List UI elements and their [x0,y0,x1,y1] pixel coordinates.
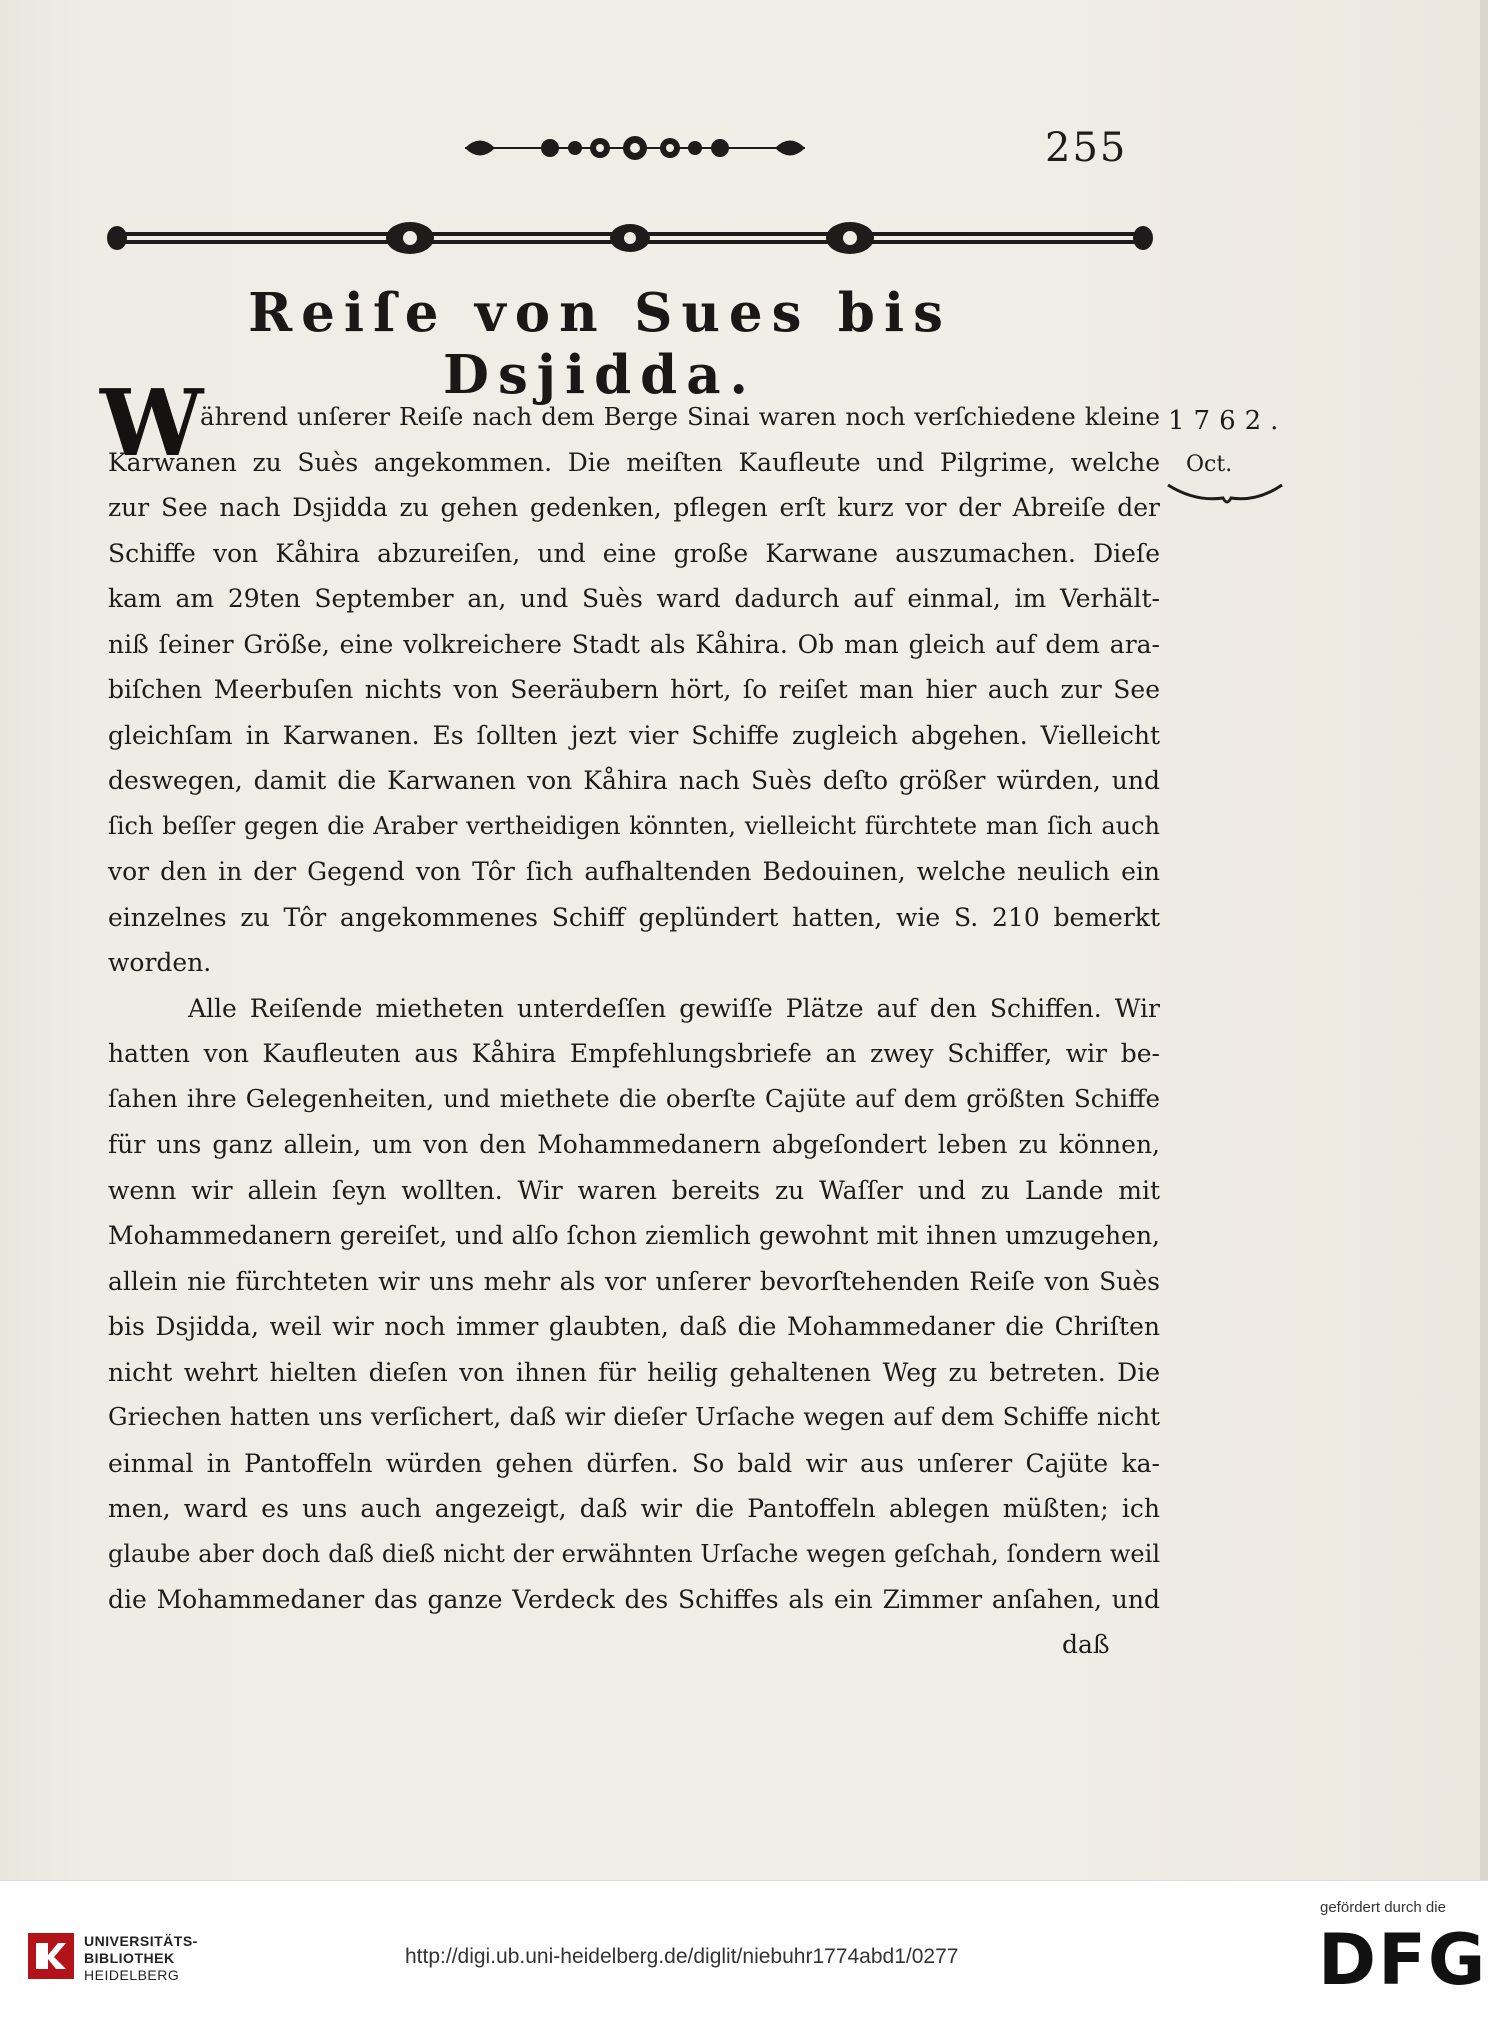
text-line: bis Dsjidda, weil wir noch immer glaubten, daß die Mohammedaner die Chriſten [108,1312,1160,1341]
text-line: men, ward es uns auch angezeigt, daß wir die Pantoffeln ablegen müßten; ich [108,1494,1160,1523]
text-line: vor den in der Gegend von Tôr ſich aufhaltenden Bedouinen, welche neulich ein [108,857,1160,886]
page-edge [1480,0,1488,1880]
text-line: nicht wehrt hielten dieſen von ihnen für heilig gehaltenen Weg zu betreten. Die [108,1358,1160,1387]
text-line: einzelnes zu Tôr angekommenes Schiff geplündert hatten, wie S. 210 bemerkt [108,903,1160,932]
text-line: zur See nach Dsjidda zu gehen gedenken, pflegen erſt kurz vor der Abreiſe der [108,493,1160,522]
text-line: ſich beſſer gegen die Araber vertheidigen könnten, vielleicht fürchtete man ſich auch [108,812,1160,840]
text-line: niß ſeiner Größe, eine volkreichere Stadt als Kåhira. Ob man gleich auf dem ara- [108,630,1160,659]
text-line: einmal in Pantoffeln würden gehen dürfen. So bald wir aus unſerer Cajüte ka- [108,1449,1160,1478]
library-name-line: HEIDELBERG [84,1967,180,1983]
funded-by-label: gefördert durch die [1320,1899,1446,1916]
text-line: hatten von Kaufleuten aus Kåhira Empfehlungsbriefe an zwey Schiffer, wir be- [108,1039,1160,1068]
drop-cap: W [100,369,204,477]
text-line: wenn wir allein ſeyn wollten. Wir waren bereits zu Waſſer und zu Lande mit [108,1176,1160,1205]
text-line: Karwanen zu Suès angekommen. Die meiſten Kaufleute und Pilgrime, welche [108,448,1160,477]
library-name-line: BIBLIOTHEK [84,1950,175,1966]
margin-month: Oct. [1186,452,1233,477]
text-line: gleichſam in Karwanen. Es ſollten jezt vier Schiffe zugleich abgehen. Vielleicht [108,721,1160,750]
catchword: daß [1062,1630,1110,1659]
text-line: Griechen hatten uns verſichert, daß wir dieſer Urſache wegen auf dem Schiffe nicht [108,1402,1160,1431]
title-rule-ornament [105,215,1155,261]
dfg-logo: DFG [1318,1919,1488,2001]
text-line: deswegen, damit die Karwanen von Kåhira nach Suès deſto größer würden, und [108,766,1160,795]
text-line: kam am 29ten September an, und Suès ward dadurch auf einmal, im Verhält- [108,584,1160,613]
text-line: Schiffe von Kåhira abzureiſen, und eine große Karwane auszumachen. Dieſe [108,539,1160,568]
text-line: die Mohammedaner das ganze Verdeck des Schiffes als ein Zimmer anſahen, und [108,1585,1160,1614]
text-line: worden. [108,948,212,977]
text-line: ſahen ihre Gelegenheiten, und miethete die oberſte Cajüte auf dem größten Schiffe [108,1084,1160,1113]
text-line: glaube aber doch daß dieß nicht der erwähnten Urſache wegen geſchah, ſondern weil [108,1540,1160,1568]
text-line: Alle Reiſende mietheten unterdeſſen gewiſſe Plätze auf den Schiffen. Wir [188,994,1160,1023]
text-line: allein nie fürchteten wir uns mehr als vor unſerer bevorſtehenden Reiſe von Suès [108,1267,1160,1296]
library-name-line: UNIVERSITÄTS- [84,1933,198,1949]
library-logo-icon [28,1933,74,1979]
text-line: für uns ganz allein, um von den Mohammedanern abgeſondert leben zu können, [108,1130,1160,1159]
chapter-title: Reiſe von Sues bis Dsjidda. [248,282,952,406]
text-line: ährend unſerer Reiſe nach dem Berge Sinai waren noch verſchiedene kleine [200,402,1160,431]
text-line: biſchen Meerbuſen nichts von Seeräubern hört, ſo reiſet man hier auch zur See [108,675,1160,704]
text-line: Mohammedanern gereiſet, und alſo ſchon ziemlich gewohnt mit ihnen umzugehen, [108,1221,1160,1250]
margin-brace [1165,480,1285,510]
library-name [84,1933,198,1984]
permalink-url[interactable]: http://digi.ub.uni-heidelberg.de/diglit/niebuhr1774abd1/0277 [405,1945,959,1968]
head-ornament [460,125,810,171]
margin-year: 1762. [1168,406,1288,436]
page-number: 255 [1045,125,1128,171]
viewer-footer [0,1880,1488,2024]
